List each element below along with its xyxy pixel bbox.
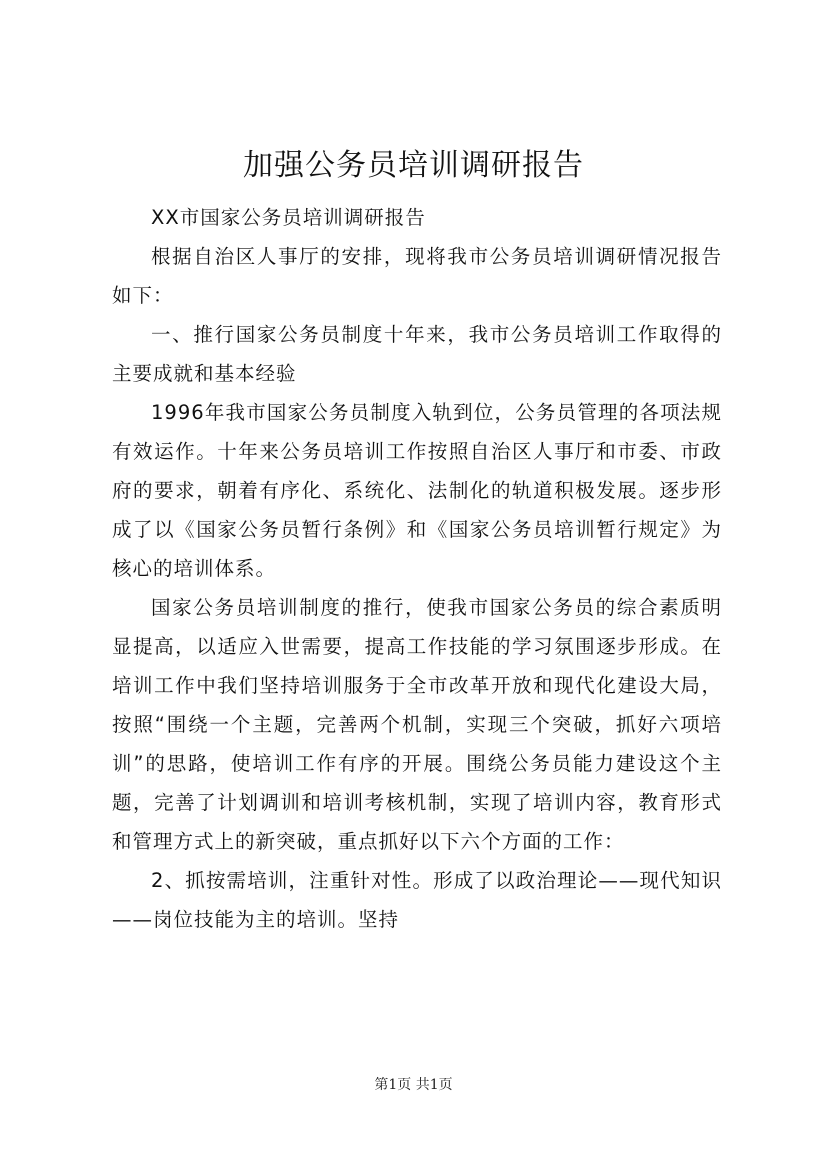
paragraph-body: 国家公务员培训制度的推行，使我市国家公务员的综合素质明显提高，以适应入世需要，提高工作技能的学习氛围逐步形成。在培训工作中我们坚持培训服务于全市改革开放和现代化建设大局，按照“围绕一个主题，完善两个机制，实现三个突破，抓好六项培训”的思路，使培训工作有序的开展。围绕公务员能力建设这个主题，完善了计划调训和培训考核机制，实现了培训内容，教育形式和管理方式上的新突破，重点抓好以下六个方面的工作：: [112, 596, 722, 853]
document-body: [112, 198, 722, 939]
page-footer: 第1页 共1页: [374, 1077, 453, 1093]
paragraph-intro: 根据自治区人事厅的安排，现将我市公务员培训调研情况报告如下：: [112, 245, 722, 307]
paragraph-section-heading: 一、推行国家公务员制度十年来，我市公务员培训工作取得的主要成就和基本经验: [112, 323, 722, 385]
paragraph-subtitle: XX市国家公务员培训调研报告: [151, 206, 426, 229]
paragraph-body: 1996年我市国家公务员制度入轨到位，公务员管理的各项法规有效运作。十年来公务员培训工作按照自治区人事厅和市委、市政府的要求，朝着有序化、系统化、法制化的轨道积极发展。逐步形成了以《国家公务员暂行条例》和《国家公务员培训暂行规定》为核心的培训体系。: [112, 401, 722, 580]
paragraph-body: 2、抓按需培训，注重针对性。形成了以政治理论——现代知识——岗位技能为主的培训。坚持: [112, 869, 722, 931]
document-title: 加强公务员培训调研报告: [243, 148, 584, 183]
